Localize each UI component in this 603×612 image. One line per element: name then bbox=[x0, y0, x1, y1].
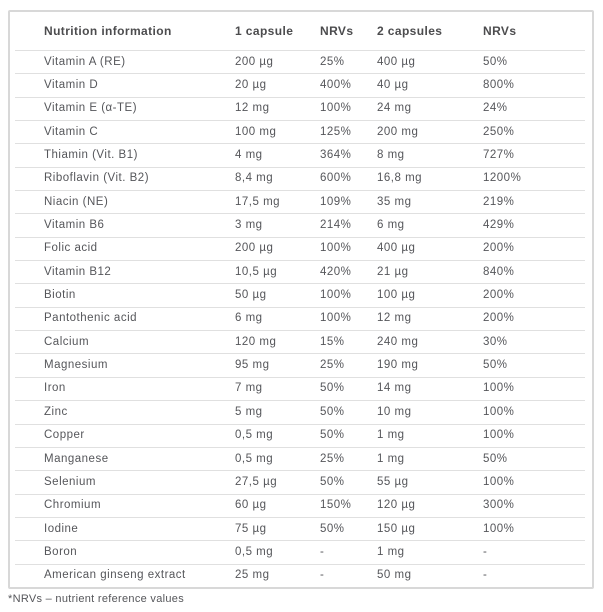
header-nrvs-1: NRVs bbox=[320, 24, 354, 38]
capsule2-amount-cell: 14 mg bbox=[377, 382, 412, 395]
footnote: *NRVs – nutrient reference values bbox=[8, 593, 185, 605]
capsule2-nrv-cell: 30% bbox=[483, 335, 508, 348]
capsule2-amount-cell: 8 mg bbox=[377, 149, 405, 162]
capsule2-nrv-cell: 250% bbox=[483, 125, 515, 138]
capsule1-nrv-cell: 25% bbox=[320, 452, 345, 465]
table-row bbox=[10, 143, 592, 166]
capsule1-amount-cell: 20 µg bbox=[235, 79, 267, 92]
capsule1-amount-cell: 75 µg bbox=[235, 522, 267, 535]
nutrient-name-cell: Vitamin C bbox=[44, 125, 99, 138]
capsule2-amount-cell: 10 mg bbox=[377, 405, 412, 418]
table-row bbox=[10, 283, 592, 306]
capsule2-amount-cell: 120 µg bbox=[377, 499, 416, 512]
table-row bbox=[10, 564, 592, 587]
table-row bbox=[10, 377, 592, 400]
capsule2-nrv-cell: 300% bbox=[483, 499, 515, 512]
capsule1-amount-cell: 4 mg bbox=[235, 149, 263, 162]
table-row bbox=[10, 400, 592, 423]
capsule2-nrv-cell: 50% bbox=[483, 359, 508, 372]
capsule2-amount-cell: 240 mg bbox=[377, 335, 419, 348]
table-row bbox=[10, 97, 592, 120]
capsule1-amount-cell: 0,5 mg bbox=[235, 545, 274, 558]
capsule1-nrv-cell: 100% bbox=[320, 242, 352, 255]
table-row bbox=[10, 494, 592, 517]
nutrient-name-cell: Selenium bbox=[44, 475, 96, 488]
capsule2-nrv-cell: 50% bbox=[483, 55, 508, 68]
table-row bbox=[10, 424, 592, 447]
nutrient-name-cell: Boron bbox=[44, 545, 78, 558]
capsule2-amount-cell: 16,8 mg bbox=[377, 172, 423, 185]
capsule1-amount-cell: 5 mg bbox=[235, 405, 263, 418]
capsule1-nrv-cell: 50% bbox=[320, 382, 345, 395]
capsule1-nrv-cell: - bbox=[320, 545, 325, 558]
capsule1-amount-cell: 95 mg bbox=[235, 359, 270, 372]
capsule1-nrv-cell: 214% bbox=[320, 219, 352, 232]
nutrient-name-cell: Zinc bbox=[44, 405, 68, 418]
capsule2-amount-cell: 100 µg bbox=[377, 289, 416, 302]
capsule2-nrv-cell: - bbox=[483, 569, 488, 582]
capsule1-amount-cell: 8,4 mg bbox=[235, 172, 274, 185]
nutrient-name-cell: Vitamin E (α-TE) bbox=[44, 102, 138, 115]
capsule1-amount-cell: 60 µg bbox=[235, 499, 267, 512]
header-nutrition-information: Nutrition information bbox=[44, 24, 172, 38]
nutrient-name-cell: Niacin (NE) bbox=[44, 195, 109, 208]
nutrient-name-cell: Vitamin B6 bbox=[44, 219, 105, 232]
capsule2-nrv-cell: 727% bbox=[483, 149, 515, 162]
nutrient-name-cell: Magnesium bbox=[44, 359, 108, 372]
table-row bbox=[10, 237, 592, 260]
capsule2-amount-cell: 400 µg bbox=[377, 55, 416, 68]
capsule1-amount-cell: 0,5 mg bbox=[235, 429, 274, 442]
capsule2-amount-cell: 1 mg bbox=[377, 429, 405, 442]
capsule2-amount-cell: 35 mg bbox=[377, 195, 412, 208]
header-nrvs-2: NRVs bbox=[483, 24, 517, 38]
capsule1-nrv-cell: 100% bbox=[320, 312, 352, 325]
nutrient-name-cell: Biotin bbox=[44, 289, 76, 302]
capsule2-amount-cell: 6 mg bbox=[377, 219, 405, 232]
capsule1-nrv-cell: 25% bbox=[320, 55, 345, 68]
table-row bbox=[10, 167, 592, 190]
capsule1-amount-cell: 6 mg bbox=[235, 312, 263, 325]
capsule2-nrv-cell: 1200% bbox=[483, 172, 522, 185]
capsule2-nrv-cell: 200% bbox=[483, 289, 515, 302]
capsule2-nrv-cell: 100% bbox=[483, 522, 515, 535]
capsule2-amount-cell: 40 µg bbox=[377, 79, 409, 92]
nutrient-name-cell: Vitamin A (RE) bbox=[44, 55, 126, 68]
capsule1-nrv-cell: 400% bbox=[320, 79, 352, 92]
capsule2-amount-cell: 12 mg bbox=[377, 312, 412, 325]
table-row bbox=[10, 120, 592, 143]
capsule2-amount-cell: 1 mg bbox=[377, 545, 405, 558]
header-2-capsules: 2 capsules bbox=[377, 24, 443, 38]
capsule1-amount-cell: 25 mg bbox=[235, 569, 270, 582]
nutrient-name-cell: Pantothenic acid bbox=[44, 312, 138, 325]
capsule2-nrv-cell: 24% bbox=[483, 102, 508, 115]
header-1-capsule: 1 capsule bbox=[235, 24, 294, 38]
nutrient-name-cell: Manganese bbox=[44, 452, 109, 465]
capsule2-amount-cell: 55 µg bbox=[377, 475, 409, 488]
nutrient-name-cell: Folic acid bbox=[44, 242, 98, 255]
capsule2-nrv-cell: 100% bbox=[483, 429, 515, 442]
nutrient-name-cell: Vitamin B12 bbox=[44, 265, 112, 278]
capsule2-nrv-cell: 800% bbox=[483, 79, 515, 92]
nutrient-name-cell: Calcium bbox=[44, 335, 90, 348]
capsule2-nrv-cell: 100% bbox=[483, 475, 515, 488]
capsule2-nrv-cell: 200% bbox=[483, 242, 515, 255]
nutrient-name-cell: American ginseng extract bbox=[44, 569, 186, 582]
capsule1-nrv-cell: 100% bbox=[320, 289, 352, 302]
capsule1-amount-cell: 100 mg bbox=[235, 125, 277, 138]
capsule2-amount-cell: 200 mg bbox=[377, 125, 419, 138]
table-row bbox=[10, 260, 592, 283]
capsule1-amount-cell: 7 mg bbox=[235, 382, 263, 395]
capsule2-nrv-cell: 219% bbox=[483, 195, 515, 208]
capsule1-amount-cell: 10,5 µg bbox=[235, 265, 278, 278]
nutrient-name-cell: Iron bbox=[44, 382, 66, 395]
table-body bbox=[10, 50, 592, 587]
table-row bbox=[10, 470, 592, 493]
capsule1-amount-cell: 12 mg bbox=[235, 102, 270, 115]
table-row bbox=[10, 517, 592, 540]
table-row bbox=[10, 353, 592, 376]
table-row bbox=[10, 73, 592, 96]
capsule2-amount-cell: 150 µg bbox=[377, 522, 416, 535]
table-row bbox=[10, 213, 592, 236]
capsule1-nrv-cell: 25% bbox=[320, 359, 345, 372]
capsule2-nrv-cell: 100% bbox=[483, 405, 515, 418]
table-row bbox=[10, 50, 592, 73]
capsule1-amount-cell: 17,5 mg bbox=[235, 195, 281, 208]
table-header-row bbox=[10, 12, 592, 50]
capsule1-nrv-cell: 100% bbox=[320, 102, 352, 115]
capsule1-nrv-cell: 420% bbox=[320, 265, 352, 278]
capsule1-nrv-cell: 600% bbox=[320, 172, 352, 185]
table-row bbox=[10, 330, 592, 353]
capsule2-amount-cell: 50 mg bbox=[377, 569, 412, 582]
capsule1-amount-cell: 120 mg bbox=[235, 335, 277, 348]
capsule1-nrv-cell: 150% bbox=[320, 499, 352, 512]
capsule1-nrv-cell: 50% bbox=[320, 429, 345, 442]
capsule2-nrv-cell: - bbox=[483, 545, 488, 558]
nutrient-name-cell: Riboflavin (Vit. B2) bbox=[44, 172, 150, 185]
capsule1-nrv-cell: 125% bbox=[320, 125, 352, 138]
capsule2-amount-cell: 400 µg bbox=[377, 242, 416, 255]
capsule2-amount-cell: 21 µg bbox=[377, 265, 409, 278]
capsule1-nrv-cell: 109% bbox=[320, 195, 352, 208]
table-row bbox=[10, 447, 592, 470]
capsule2-nrv-cell: 50% bbox=[483, 452, 508, 465]
capsule2-nrv-cell: 100% bbox=[483, 382, 515, 395]
capsule2-nrv-cell: 200% bbox=[483, 312, 515, 325]
table-row bbox=[10, 190, 592, 213]
capsule1-nrv-cell: 50% bbox=[320, 405, 345, 418]
capsule1-amount-cell: 200 µg bbox=[235, 55, 274, 68]
capsule1-amount-cell: 50 µg bbox=[235, 289, 267, 302]
capsule2-amount-cell: 1 mg bbox=[377, 452, 405, 465]
capsule2-nrv-cell: 429% bbox=[483, 219, 515, 232]
capsule2-amount-cell: 24 mg bbox=[377, 102, 412, 115]
table-row bbox=[10, 540, 592, 563]
capsule1-amount-cell: 27,5 µg bbox=[235, 475, 278, 488]
capsule2-nrv-cell: 840% bbox=[483, 265, 515, 278]
capsule1-nrv-cell: 50% bbox=[320, 522, 345, 535]
table-row bbox=[10, 307, 592, 330]
capsule2-amount-cell: 190 mg bbox=[377, 359, 419, 372]
capsule1-nrv-cell: 364% bbox=[320, 149, 352, 162]
nutrient-name-cell: Copper bbox=[44, 429, 85, 442]
nutrition-table bbox=[8, 10, 594, 589]
nutrient-name-cell: Iodine bbox=[44, 522, 79, 535]
capsule1-nrv-cell: - bbox=[320, 569, 325, 582]
nutrient-name-cell: Vitamin D bbox=[44, 79, 99, 92]
capsule1-nrv-cell: 50% bbox=[320, 475, 345, 488]
nutrient-name-cell: Thiamin (Vit. B1) bbox=[44, 149, 138, 162]
nutrient-name-cell: Chromium bbox=[44, 499, 102, 512]
capsule1-amount-cell: 200 µg bbox=[235, 242, 274, 255]
capsule1-amount-cell: 0,5 mg bbox=[235, 452, 274, 465]
capsule1-amount-cell: 3 mg bbox=[235, 219, 263, 232]
capsule1-nrv-cell: 15% bbox=[320, 335, 345, 348]
